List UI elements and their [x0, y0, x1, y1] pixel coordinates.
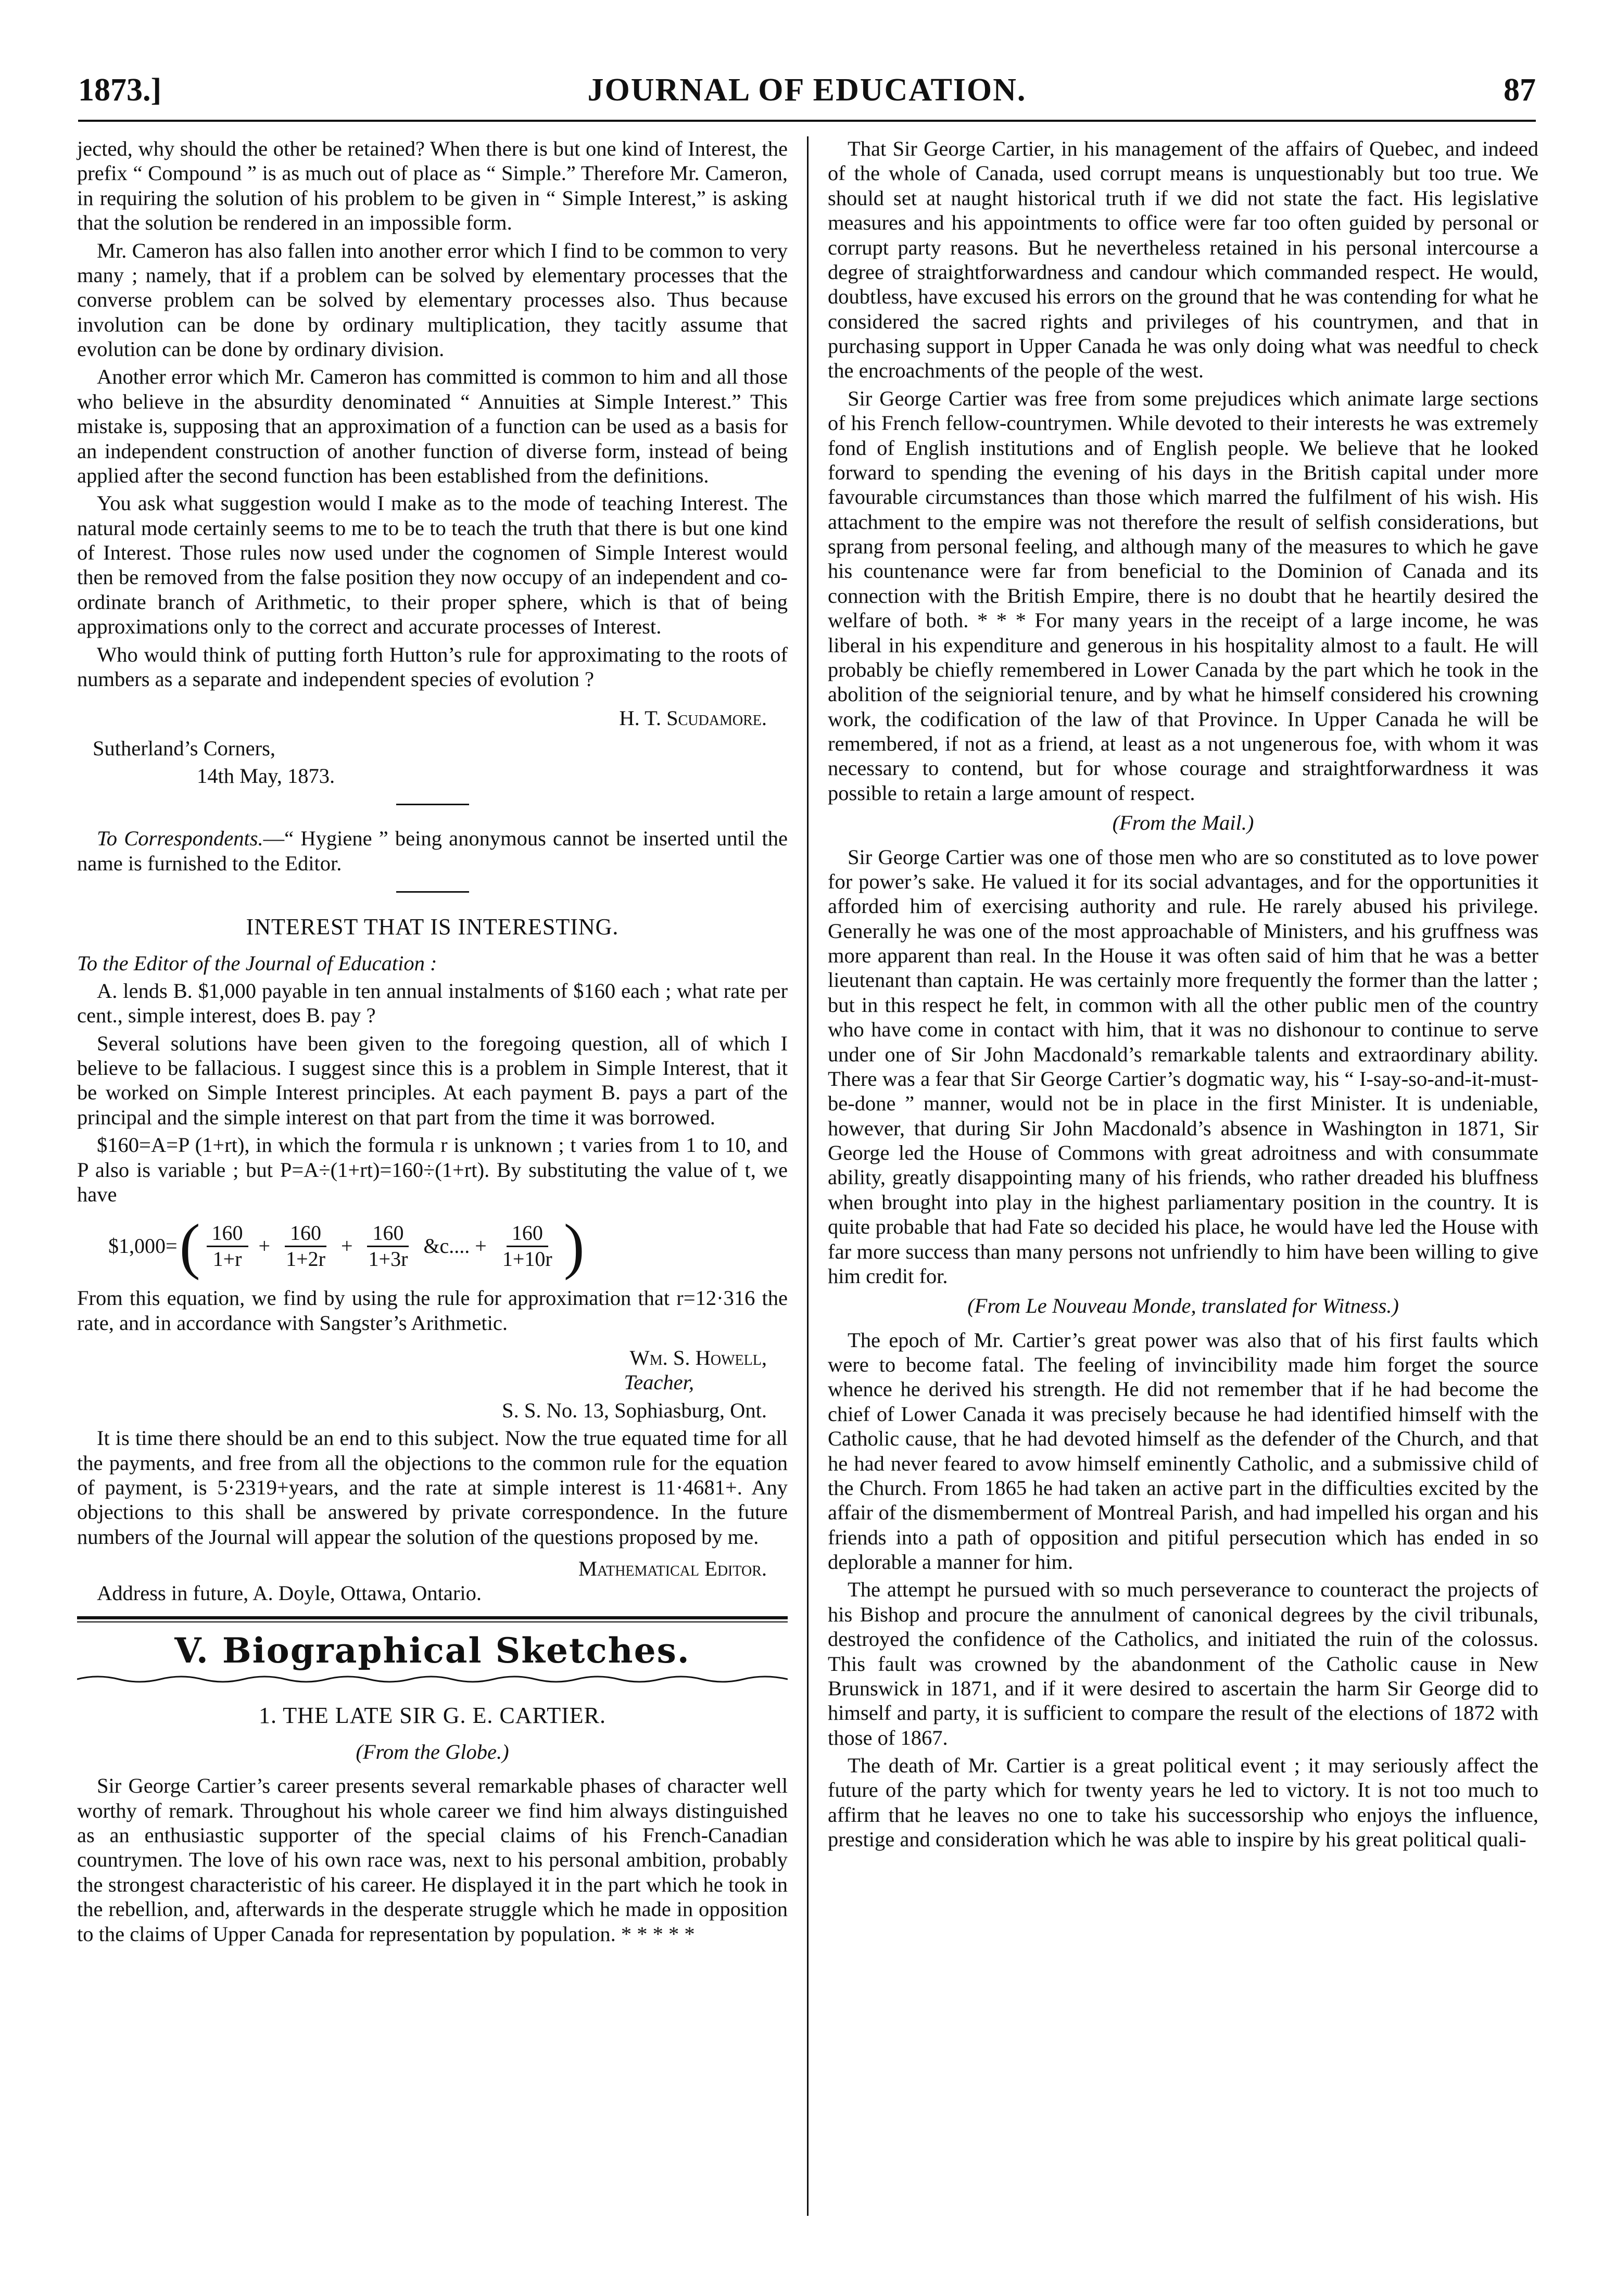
fraction: [497, 1221, 558, 1272]
source-credit: (From Le Nouveau Monde, translated for Witness.): [967, 1294, 1399, 1318]
signature-place: Sutherland’s Corners,: [93, 736, 275, 760]
address-note: Address in future, A. Doyle, Ottawa, Ontario.: [97, 1581, 482, 1605]
paragraph: It is time there should be an end to this subject. Now the true equated time for all the payments, and free from all the objections to the common rule for the equation of payment, is 5·2319+years, and the rate at simple interest is 11·4681+. Any objections to this shall be answered by private correspondence. In the future numbers of the Journal will appear the solution of the questions proposed by me.: [77, 1426, 788, 1549]
open-paren: (: [179, 1211, 200, 1281]
signature-place: S. S. No. 13, Sophiasburg, Ont.: [502, 1398, 767, 1422]
wavy-rule: [77, 1674, 788, 1684]
correspondents-label: To Correspondents.: [97, 827, 263, 851]
source-credit: (From the Globe.): [356, 1740, 509, 1764]
section-heading: V. Biographical Sketches.: [174, 1630, 690, 1671]
paragraph: Who would think of putting forth Hutton’s rule for approximating to the roots of numbers as a separate and independent species of evolution ?: [77, 642, 788, 691]
numerator: 160: [507, 1221, 548, 1247]
header-year: 1873.]: [78, 72, 162, 108]
divider: [396, 891, 469, 893]
etc: &c.... +: [423, 1234, 487, 1258]
paragraph: Several solutions have been given to the foregoing question, all of which I believe to be fallacious. I suggest since this is a problem in Simple Interest, that it be worked on Simple Interest principles. At each payment B. pays a part of the principal and the simple interest on that part from the time it was borrowed.: [77, 1031, 788, 1129]
right-column: [828, 136, 1538, 1855]
signature: H. T. Scudamore.: [619, 706, 767, 730]
signature: Wm. S. Howell,: [629, 1346, 767, 1370]
salutation: To the Editor of the Journal of Education :: [77, 951, 437, 975]
correspondents-text: —“ Hygiene ” being anonymous cannot be inserted until the name is furnished to the Editor.: [77, 827, 788, 875]
page-number: 87: [1504, 72, 1536, 108]
paragraph: Sir George Cartier’s career presents several remarkable phases of character well worthy of remark. Throughout his whole career we find him always distinguished as an enthusiastic supporter of the special claims of his French-Canadian countrymen. The love of his own race was, next to his personal ambition, probably the strongest characteristic of his career. He displayed it in the part which he took in the rebellion, and, afterwards in the desperate struggle which he made in opposition to the claims of Upper Canada for representation by population. * * * * *: [77, 1774, 788, 1946]
plus-sign: +: [340, 1234, 353, 1258]
page-header: [78, 62, 1536, 122]
fraction: [207, 1221, 248, 1272]
signature: Mathematical Editor.: [578, 1557, 767, 1581]
source-credit: (From the Mail.): [1112, 811, 1254, 835]
paragraph: Sir George Cartier was free from some prejudices which animate large sections of his French fellow-countrymen. While devoted to their interests he was extremely fond of English institutions and of English people. We believe that he looked forward to spending the evening of his days in the British capital under more favourable circumstances than those which marred the fulfilment of his wish. His attachment to the empire was not therefore the result of selfish considerations, but sprang from personal feeling, and although many of the measures to which he gave his countenance were far from beneficial to the Dominion of Canada and its connection with the British Empire, there is no doubt that he heartily desired the welfare of both. * * * For many years in the receipt of a large income, he was liberal in his expenditure and generous in his hospitality almost to a fault. He will probably be chiefly remembered in Lower Canada by the part which he took in the abolition of the seigniorial tenure, and by what he himself considered his crowning work, the codification of the law of that Province. In Upper Canada he will be remembered, if not as a friend, at least as a not ungenerous foe, with whom it was necessary to contend, but for whose courage and straightforwardness it was possible to retain a large amount of respect.: [828, 386, 1538, 805]
paragraph: The epoch of Mr. Cartier’s great power was also that of his first faults which were to become fatal. The feeling of invincibility made him forget the source whence he derived his strength. He did not remember that if he had become the chief of Lower Canada it was precisely because he had identified himself with the Catholic cause, that he had devoted himself as the defender of the Church, and that he had never feared to avow himself eminently Catholic, and a submissive child of the Church. From 1865 he had taken an active part in the difficulties excited by the affair of the dismemberment of Montreal Parish, and had impelled his organ and his friends into a path of opposition and pitiful persecution which has ended in so deplorable a manner for him.: [828, 1328, 1538, 1574]
correspondents-note: [77, 826, 788, 876]
article-title: 1. THE LATE SIR G. E. CARTIER.: [259, 1703, 606, 1729]
column-divider: [807, 136, 809, 2216]
plus-sign: +: [258, 1234, 271, 1258]
fraction: [281, 1221, 331, 1272]
equation: [108, 1211, 788, 1281]
paragraph: You ask what suggestion would I make as to the mode of teaching Interest. The natural mode certainly seems to me to be to teach the truth that there is but one kind of Interest. Those rules now used under the cognomen of Simple Interest would then be removed from the false position they now occupy of an independent and co-ordinate branch of Arithmetic, to their proper sphere, which is that of being approximations only to the correct and accurate processes of Interest.: [77, 491, 788, 639]
close-paren: ): [563, 1211, 585, 1281]
paragraph: Another error which Mr. Cameron has committed is common to him and all those who believe in the absurdity denominated “ Annuities at Simple Interest.” This mistake is, supposing that an approximation of a function can be used as a basis for an independent construction of another function of diverse form, instead of being applied after the second function has been established from the definitions.: [77, 365, 788, 487]
paragraph: $160=A=P (1+rt), in which the formula r is unknown ; t varies from 1 to 10, and P also is variable ; but P=A÷(1+rt)=160÷(1+rt). By substituting the value of t, we have: [77, 1133, 788, 1206]
left-column: [77, 136, 788, 1949]
denominator: 1+3r: [368, 1247, 408, 1271]
paragraph: Sir George Cartier was one of those men who are so constituted as to love power for power’s sake. He valued it for its social advantages, and for the opportunities it afforded him of exercising authority and rule. He rarely abused his privilege. Generally he was one of the most approachable of Ministers, and his gruffness was more apparent than real. In the House it was often said of him that he was a better lieutenant than captain. He was certainly more frequently the former than the latter ; but in this respect he felt, in common with all the other public men of the country who have come in contact with him, that it was no dishonour to continue to serve under one of Sir John Macdonald’s remarkable talents and extraordinary ability. There was a fear that Sir George Cartier’s dogmatic way, his “ I-say-so-and-it-must-be-done ” manner, would not be in place in the first Minister. It is undeniable, however, that during Sir John Macdonald’s absence in Washington in 1871, Sir George led the House of Commons with great adroitness and with consummate ability, greatly disappointing many of his friends, who rather dreaded his bluffness when brought into play in the highest parliamentary position in the country. It is quite probable that had Fate so decided his place, he would have led the House with far more success than many persons not unfriendly to him have been willing to give him credit for.: [828, 845, 1538, 1288]
paragraph: From this equation, we find by using the rule for approximation that r=12·316 the rate, and in accordance with Sangster’s Arithmetic.: [77, 1286, 788, 1335]
paragraph: The attempt he pursued with so much perseverance to counteract the projects of his Bishop and procure the annulment of canonical degrees by the civil tribunals, destroyed the confidence of the Catholics, and initiated the ruin of the colossus. This fault was crowned by the abandonment of the Catholic cause in New Brunswick in 1871, and if it were desired to ascertain the harm Sir George did to himself and party, it is sufficient to compare the result of the elections of 1872 with those of 1867.: [828, 1578, 1538, 1749]
paragraph: jected, why should the other be retained? When there is but one kind of Interest, the prefix “ Compound ” is as much out of place as “ Simple.” Therefore Mr. Cameron, in requiring the solution of his problem to be given in “ Simple Interest,” is asking that the solution be rendered in an impossible form.: [77, 137, 788, 235]
paragraph: The death of Mr. Cartier is a great political event ; it may seriously affect the future of the party which for twenty years he led to victory. It is not too much to affirm that he leaves no one to take his successorship who enjoys the influence, prestige and consideration which he was able to inspire by his great political quali-: [828, 1754, 1538, 1851]
denominator: 1+r: [212, 1247, 242, 1271]
denominator: 1+2r: [286, 1247, 325, 1271]
numerator: 160: [285, 1221, 326, 1247]
paragraph: A. lends B. $1,000 payable in ten annual instalments of $160 each ; what rate per cent., simple interest, does B. pay ?: [77, 979, 788, 1028]
section-rule: [77, 1616, 788, 1619]
article-title: INTEREST THAT IS INTERESTING.: [246, 914, 619, 940]
signature-date: 14th May, 1873.: [197, 764, 335, 788]
paragraph: Mr. Cameron has also fallen into another error which I find to be common to very many ; namely, that if a problem can be solved by elementary processes that the converse problem can be solved by elementary processes also. Thus because involution can be done by ordinary multiplication, they tacitly assume that evolution can be done by ordinary division.: [77, 238, 788, 361]
denominator: 1+10r: [502, 1247, 552, 1271]
section-rule-thin: [77, 1621, 788, 1622]
paragraph: That Sir George Cartier, in his management of the affairs of Quebec, and indeed of the whole of Canada, used corrupt means is unquestionably but too true. We should set at naught historical truth if we did not state the fact. His legislative measures and his appointments to office were far too often guided by personal or corrupt party reasons. But he nevertheless retained in his personal intercourse a degree of straightforwardness and candour which commanded respect. He would, doubtless, have excused his errors on the ground that he was contending for what he considered the sacred rights and privileges of his countrymen, and that in purchasing support in Upper Canada he was only doing what was needful to check the encroachments of the people of the west.: [828, 137, 1538, 383]
journal-title: JOURNAL OF EDUCATION.: [587, 72, 1027, 108]
numerator: 160: [207, 1221, 248, 1247]
signature-title: Teacher,: [624, 1371, 694, 1394]
numerator: 160: [367, 1221, 409, 1247]
divider: [396, 804, 469, 805]
equation-lhs: $1,000=: [108, 1234, 178, 1258]
fraction: [363, 1221, 413, 1272]
